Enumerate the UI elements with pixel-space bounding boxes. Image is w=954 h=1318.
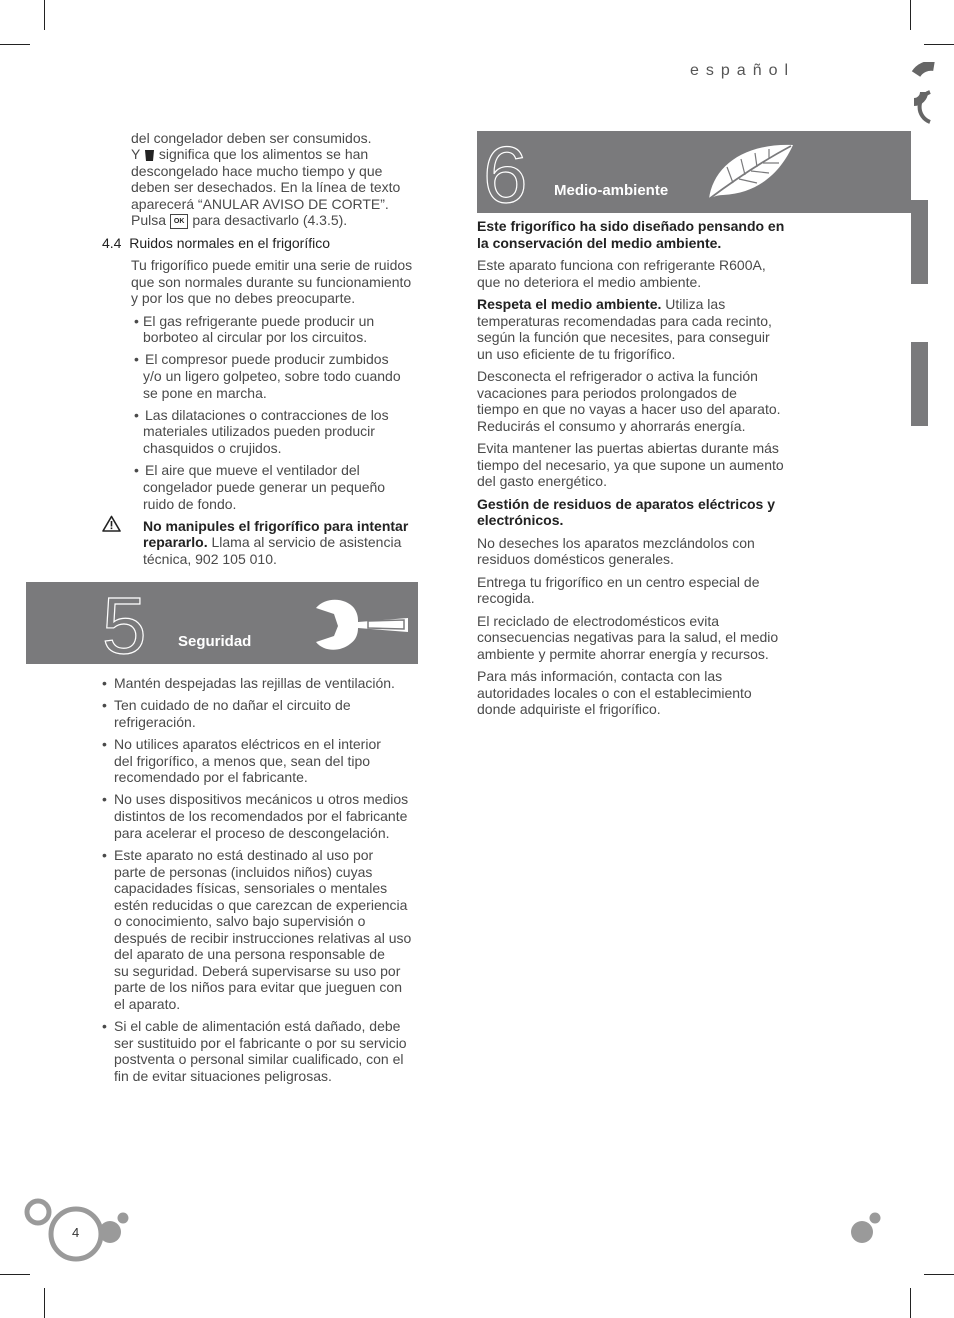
list-item-line: refrigeración.	[114, 714, 196, 730]
crop-mark	[910, 1288, 911, 1318]
bullet: •	[102, 847, 107, 863]
paragraph-line: que no deteriora el medio ambiente.	[477, 274, 702, 290]
crop-mark	[0, 44, 30, 45]
section-number: 6	[483, 130, 528, 219]
paragraph-line: Para más información, contacta con las	[477, 668, 723, 684]
decorative-circles-icon	[900, 62, 954, 132]
list-item-line: borboteo al circular por los circuitos.	[143, 329, 368, 345]
section-heading: 4.4 Ruidos normales en el frigorífico	[102, 235, 331, 251]
list-item-line: ruido de fondo.	[143, 496, 237, 512]
paragraph-line: temperaturas recomendadas para cada recinto,	[477, 313, 772, 329]
list-item-line: El aire que mueve el ventilador del	[145, 462, 360, 478]
text-line: del congelador deben ser consumidos.	[131, 130, 372, 146]
list-item-line: para acelerar el proceso de descongelación.	[114, 825, 390, 841]
crop-mark	[0, 1274, 30, 1275]
text-line: Pulsa OK para desactivarlo (4.3.5).	[131, 212, 348, 228]
list-item-line: Mantén despejadas las rejillas de ventilación.	[114, 675, 395, 691]
bullet: •	[102, 697, 107, 713]
paragraph-line: Desconecta el refrigerador o activa la función	[477, 368, 758, 384]
text-line: descongelado hace mucho tiempo y que	[131, 163, 383, 179]
text-line: Tu frigorífico puede emitir una serie de ruidos	[131, 257, 413, 273]
wrench-icon	[312, 596, 412, 654]
page-number: 4	[72, 1225, 80, 1240]
warning-text: repararlo. Llama al servicio de asistencia	[143, 534, 402, 550]
text-line: y por los que no debes preocuparte.	[131, 290, 356, 306]
text-line: que son normales durante su funcionamiento	[131, 274, 412, 290]
paragraph-line: Respeta el medio ambiente. Utiliza las	[477, 296, 726, 312]
list-item-line: su seguridad. Deberá supervisarse su uso por	[114, 963, 401, 979]
bullet: •	[102, 791, 107, 807]
paragraph-line: Reducirás el consumo y ahorrarás energía.	[477, 418, 746, 434]
list-item-line: después de recibir instrucciones relativas al uso	[114, 930, 412, 946]
list-item-line: ser sustituido por el fabricante o por su servicio	[114, 1035, 407, 1051]
warning-icon	[102, 515, 121, 532]
list-item-line: parte de los niños para evitar que jueguen con	[114, 979, 402, 995]
paragraph-line: Evita mantener las puertas abiertas durante más	[477, 440, 779, 456]
list-item-line: No utilices aparatos eléctricos en el interior	[114, 736, 381, 752]
bullet: •	[134, 407, 139, 423]
paragraph-line: la conservación del medio ambiente.	[477, 235, 722, 251]
list-item-line: Las dilataciones o contracciones de los	[145, 407, 389, 423]
paragraph-line: donde adquiriste el frigorífico.	[477, 701, 661, 717]
crop-mark	[924, 1274, 954, 1275]
paragraph-line: Entrega tu frigorífico en un centro especial de	[477, 574, 760, 590]
text-line: aparecerá “ANULAR AVISO DE CORTE”.	[131, 196, 389, 212]
list-item-line: parte de personas (incluidos niños) cuyas	[114, 864, 373, 880]
leaf-icon	[703, 137, 797, 205]
list-item-line: Si el cable de alimentación está dañado, debe	[114, 1018, 401, 1034]
list-item-line: del frigorífico, a menos que, sean del tipo	[114, 753, 371, 769]
paragraph-line: Este frigorífico ha sido diseñado pensando en	[477, 218, 785, 234]
paragraph-line: tiempo en que no vayas a hacer uso del aparato.	[477, 401, 781, 417]
bullet: •	[102, 736, 107, 752]
bin-icon	[144, 148, 155, 161]
paragraph-line: Este aparato funciona con refrigerante R600A,	[477, 257, 766, 273]
paragraph-line: vacaciones para periodos prolongados de	[477, 385, 737, 401]
list-item-line: El gas refrigerante puede producir un	[143, 313, 375, 329]
paragraph-line: recogida.	[477, 590, 535, 606]
crop-mark	[44, 0, 45, 30]
list-item-line: chasquidos o crujidos.	[143, 440, 282, 456]
paragraph-line: un uso eficiente de tu frigorífico.	[477, 346, 676, 362]
paragraph-line: electrónicos.	[477, 512, 564, 528]
list-item-line: capacidades físicas, sensoriales o mentales	[114, 880, 388, 896]
crop-mark	[910, 0, 911, 30]
list-item-line: distintos de los recomendados por el fabricante	[114, 808, 408, 824]
list-item-line: estén reducidas o que carezcan de experiencia	[114, 897, 408, 913]
list-item-line: o conocimiento, salvo bajo supervisión o	[114, 913, 366, 929]
warning-text: técnica, 902 105 010.	[143, 551, 277, 567]
section-number: 5	[102, 581, 147, 670]
list-item-line: congelador puede generar un pequeño	[143, 479, 386, 495]
paragraph-line: autoridades locales o con el establecimiento	[477, 685, 752, 701]
paragraph-line: consecuencias negativas para la salud, el medio	[477, 629, 779, 645]
list-item-line: el aparato.	[114, 996, 181, 1012]
decorative-circles-icon	[848, 1208, 888, 1248]
paragraph-line: El reciclado de electrodomésticos evita	[477, 613, 720, 629]
list-item-line: materiales utilizados pueden producir	[143, 423, 375, 439]
section-title: Medio-ambiente	[554, 182, 669, 199]
bullet: •	[134, 351, 139, 367]
paragraph-line: ambiente y permite ahorrar energía y recursos.	[477, 646, 769, 662]
paragraph-line: tiempo del necesario, ya que supone un aumento	[477, 457, 784, 473]
list-item-line: del aparato de una persona responsable de	[114, 946, 385, 962]
edge-tab	[911, 200, 928, 284]
text-line: Y significa que los alimentos se han	[131, 146, 369, 162]
bullet: •	[102, 1018, 107, 1034]
section-title: Seguridad	[178, 633, 252, 650]
list-item-line: El compresor puede producir zumbidos	[145, 351, 389, 367]
language-label: español	[690, 62, 796, 79]
paragraph-line: residuos domésticos generales.	[477, 551, 674, 567]
section-6-banner	[477, 130, 911, 219]
bullet: •	[102, 675, 107, 691]
paragraph-line: No deseches los aparatos mezclándolos con	[477, 535, 755, 551]
list-item-line: fin de evitar situaciones peligrosas.	[114, 1068, 332, 1084]
bullet: •	[134, 462, 139, 478]
crop-mark	[924, 44, 954, 45]
edge-tab	[911, 342, 928, 426]
paragraph-line: del gasto energético.	[477, 473, 607, 489]
list-item-line: postventa o personal similar cualificado, con el	[114, 1051, 404, 1067]
list-item-line: recomendado por el fabricante.	[114, 769, 308, 785]
list-item-line: Este aparato no está destinado al uso por	[114, 847, 374, 863]
warning-text: No manipules el frigorífico para intentar	[143, 518, 409, 534]
list-item-line: No uses dispositivos mecánicos u otros medios	[114, 791, 409, 807]
crop-mark	[44, 1288, 45, 1318]
list-item-line: Ten cuidado de no dañar el circuito de	[114, 697, 351, 713]
paragraph-line: Gestión de residuos de aparatos eléctricos y	[477, 496, 775, 512]
list-item-line: y/o un ligero golpeteo, sobre todo cuando	[143, 368, 401, 384]
section-5-banner	[26, 581, 418, 670]
text-line: deben ser desechados. En la línea de texto	[131, 179, 401, 195]
bullet: •	[134, 313, 139, 329]
ok-button-icon: OK	[170, 214, 189, 229]
list-item-line: se pone en marcha.	[143, 385, 267, 401]
paragraph-line: según la función que necesites, para conseguir	[477, 329, 770, 345]
